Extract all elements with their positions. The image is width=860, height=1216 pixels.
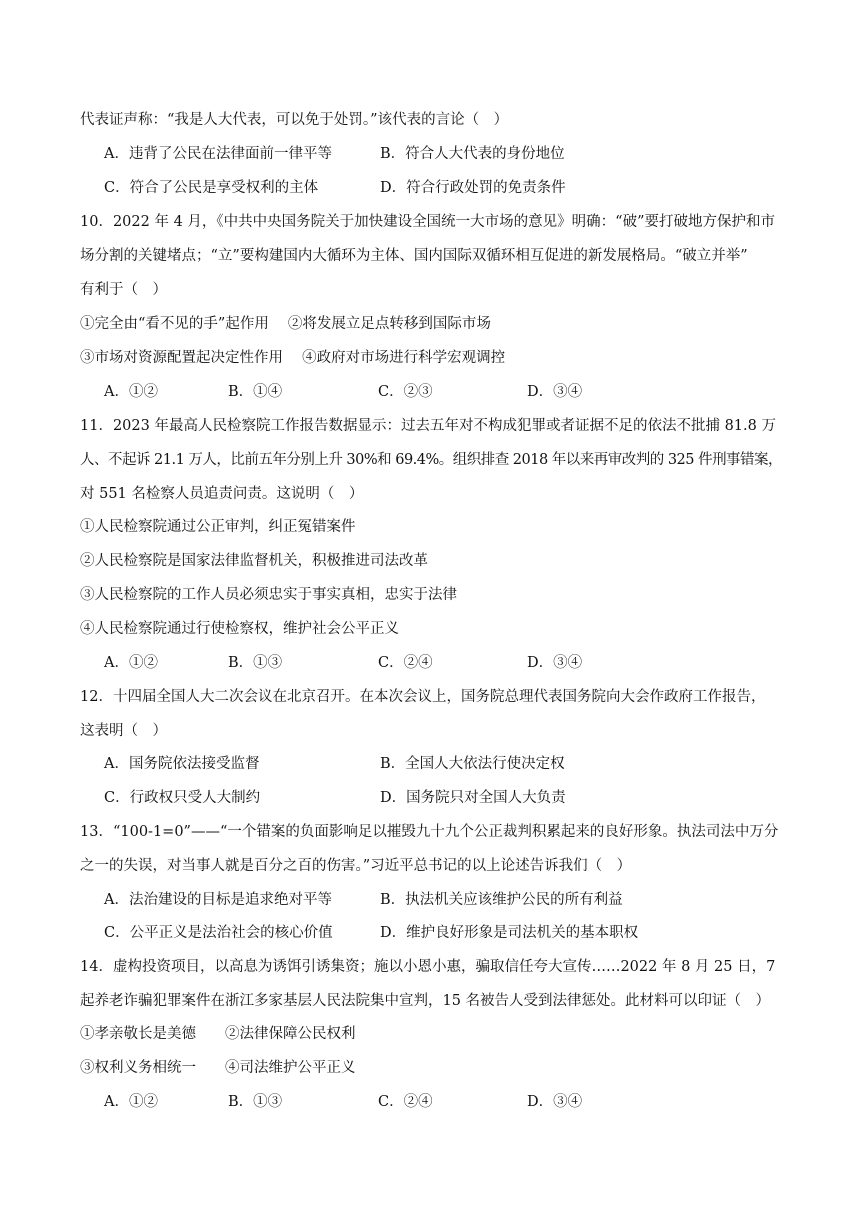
q9-stem-tail: 代表证声称：“我是人大代表，可以免于处罚。”该代表的言论（ ） bbox=[80, 112, 509, 128]
q12-option-d: D．国务院只对全国人大负责 bbox=[380, 790, 566, 806]
q10-option-c: C．②③ bbox=[378, 384, 433, 400]
q14-option-d: D．③④ bbox=[527, 1094, 583, 1110]
q11-item-3: ③人民检察院的工作人员必须忠实于事实真相，忠实于法律 bbox=[80, 587, 457, 603]
q10-stem-line-1: 10．2022 年 4 月，《中共中央国务院关于加快建设全国统一大市场的意见》明确：“破”要打破地方保护和市 bbox=[80, 214, 775, 230]
q13-stem-line-2: 之一的失误，对当事人就是百分之百的伤害。”习近平总书记的以上论述告诉我们（ ） bbox=[80, 858, 632, 874]
q12-stem-line-2: 这表明（ ） bbox=[80, 723, 167, 739]
q12-option-c: C．行政权只受人大制约 bbox=[104, 790, 261, 806]
q9-option-c: C．符合了公民是享受权利的主体 bbox=[104, 180, 319, 196]
q10-stem-line-2: 场分割的关键堵点；“立”要构建国内大循环为主体、国内国际双循环相互促进的新发展格局。“破立并举” bbox=[80, 248, 748, 264]
q14-item-line-2: ③权利义务相统一 ④司法维护公平正义 bbox=[80, 1060, 356, 1076]
q11-option-a: A．①② bbox=[104, 655, 158, 671]
q11-option-b: B．①③ bbox=[228, 655, 283, 671]
q10-option-b: B．①④ bbox=[228, 384, 283, 400]
q13-option-a: A．法治建设的目标是追求绝对平等 bbox=[104, 892, 332, 908]
q10-option-d: D．③④ bbox=[527, 384, 583, 400]
q14-option-b: B．①③ bbox=[228, 1094, 283, 1110]
q14-option-c: C．②④ bbox=[378, 1094, 433, 1110]
q14-stem-line-1: 14．虚构投资项目，以高息为诱饵引诱集资；施以小恩小惠，骗取信任夸大宣传……2022 年 8 月 25 日，7 bbox=[80, 959, 776, 975]
q11-stem-line-2: 人、不起诉 21.1 万人，比前五年分别上升 30%和 69.4%。组织排查 2018 年以来再审改判的 325 件刑事错案， bbox=[80, 452, 783, 468]
q11-stem-line-3: 对 551 名检察人员追责问责。这说明（ ） bbox=[80, 486, 364, 502]
q14-option-a: A．①② bbox=[104, 1094, 158, 1110]
q9-option-a: A．违背了公民在法律面前一律平等 bbox=[104, 146, 332, 162]
q10-option-a: A．①② bbox=[104, 384, 158, 400]
q12-option-b: B．全国人大依法行使决定权 bbox=[380, 756, 565, 772]
q14-item-line-1: ①孝亲敬长是美德 ②法律保障公民权利 bbox=[80, 1026, 356, 1042]
q10-item-line-2: ③市场对资源配置起决定性作用 ④政府对市场进行科学宏观调控 bbox=[80, 350, 506, 366]
q14-stem-line-2: 起养老诈骗犯罪案件在浙江多家基层人民法院集中宣判，15 名被告人受到法律惩处。此材料可以印证（ ） bbox=[80, 993, 771, 1009]
q10-item-line-1: ①完全由“看不见的手”起作用 ②将发展立足点转移到国际市场 bbox=[80, 316, 491, 332]
q13-option-c: C．公平正义是法治社会的核心价值 bbox=[104, 925, 333, 941]
q11-option-c: C．②④ bbox=[378, 655, 433, 671]
q11-item-2: ②人民检察院是国家法律监督机关，积极推进司法改革 bbox=[80, 553, 428, 569]
q11-item-1: ①人民检察院通过公正审判，纠正冤错案件 bbox=[80, 519, 356, 535]
q12-option-a: A．国务院依法接受监督 bbox=[104, 756, 260, 772]
q11-stem-line-1: 11．2023 年最高人民检察院工作报告数据显示：过去五年对不构成犯罪或者证据不足的依法不批捕 81.8 万 bbox=[80, 418, 776, 434]
q9-option-d: D．符合行政处罚的免责条件 bbox=[380, 180, 566, 196]
q11-option-d: D．③④ bbox=[527, 655, 583, 671]
q9-option-b: B．符合人大代表的身份地位 bbox=[380, 146, 565, 162]
q12-stem-line-1: 12．十四届全国人大二次会议在北京召开。在本次会议上，国务院总理代表国务院向大会作政府工作报告， bbox=[80, 689, 766, 705]
q10-stem-line-3: 有利于（ ） bbox=[80, 282, 167, 298]
q13-option-b: B．执法机关应该维护公民的所有利益 bbox=[380, 892, 623, 908]
q11-item-4: ④人民检察院通过行使检察权，维护社会公平正义 bbox=[80, 621, 399, 637]
q13-stem-line-1: 13．“100-1=0”——“一个错案的负面影响足以摧毁九十九个公正裁判积累起来的良好形象。执法司法中万分 bbox=[80, 824, 779, 840]
q13-option-d: D．维护良好形象是司法机关的基本职权 bbox=[380, 925, 639, 941]
